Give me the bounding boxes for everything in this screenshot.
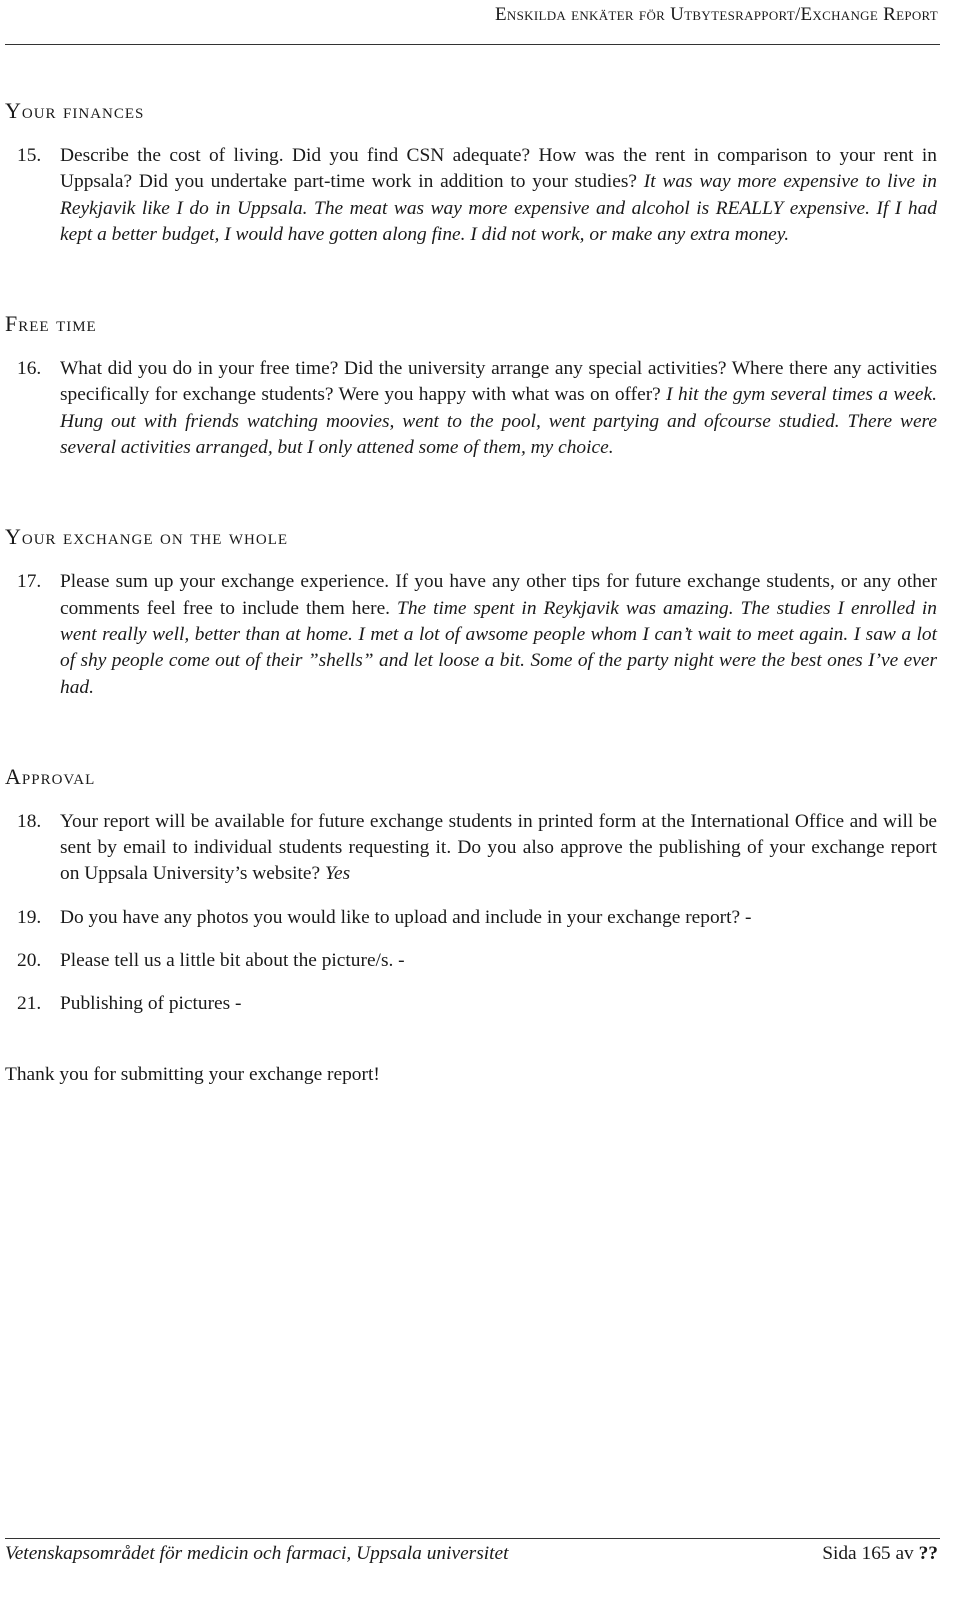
question-text: Please tell us a little bit about the picture/s. - [60, 950, 405, 972]
question-text: What did you do in your free time? Did the university arrange any special activities? Where there any activities specifically for exchange students? Were you happy with what was on offer? [60, 358, 937, 406]
answer-text: Yes [324, 863, 351, 885]
question-number: 15. [17, 145, 42, 166]
question-number: 20. [17, 950, 42, 972]
page-content [5, 95, 937, 1088]
question-17 [5, 569, 937, 700]
question-19 [5, 905, 937, 931]
question-number: 17. [17, 571, 42, 593]
section-title-finances: Your finances [5, 98, 145, 123]
question-text: Your report will be available for future exchange students in printed form at the International Office and will be sent by email to individual students requesting it. Do you also approve the publishing of your exchange report on Uppsala University’s website? [60, 810, 937, 885]
question-text: Describe the cost of living. Did you find CSN adequate? How was the rent in comparison to your rent in Uppsala? Did you undertake part-time work in addition to your studies? [60, 145, 937, 193]
section-approval [5, 761, 937, 1018]
running-header: Enskilda enkäter för Utbytesrapport/Exchange Report [495, 4, 938, 25]
section-title-free-time: Free time [5, 311, 97, 337]
question-18 [5, 809, 937, 888]
question-text: Please sum up your exchange experience. If you have any other tips for future exchange students, or any other comments feel free to include them here. [60, 571, 937, 619]
footer-rule [5, 1538, 940, 1539]
answer-text: The time spent in Reykjavik was amazing. The studies I enrolled in went really well, better than at home. I met a lot of awsome people whom I can’t wait to meet again. I saw a lot of shy people come out of their ”shells” and let loose a bit. Some of the party night were the best ones I’ve ever had. [60, 597, 937, 698]
page-number-prefix: Sida 165 av [822, 1543, 914, 1564]
question-20 [5, 948, 937, 974]
answer-text: It was way more expensive to live in Reykjavik like I do in Uppsala. The meat was way more expensive and alcohol is REALLY expensive. If I had kept a better budget, I would have gotten along fine. I did not work, or make any extra money. [60, 171, 937, 245]
header-rule [5, 44, 940, 45]
page-number [822, 1543, 938, 1565]
section-title-exchange-whole: Your exchange on the whole [5, 524, 289, 550]
page-total: ?? [918, 1543, 938, 1564]
footer-institution: Vetenskapsområdet för medicin och farmaci, Uppsala universitet [5, 1543, 509, 1564]
section-finances [5, 95, 937, 248]
answer-text: I hit the gym several times a week. Hung out with friends watching moovies, went to the pool, went partying and ofcourse studied. There were several activities arranged, but I only attened some of them, my choice. [60, 384, 937, 459]
question-text: Do you have any photos you would like to upload and include in your exchange report? - [60, 906, 752, 928]
question-text: Publishing of pictures - [60, 993, 242, 1015]
question-21 [5, 991, 937, 1017]
section-title-approval: Approval [5, 763, 96, 789]
question-number: 18. [17, 810, 42, 832]
question-16 [5, 356, 937, 461]
question-number: 16. [17, 358, 42, 380]
thank-you-text: Thank you for submitting your exchange report! [5, 1063, 380, 1085]
question-number: 19. [17, 906, 42, 928]
question-number: 21. [17, 993, 42, 1015]
section-free-time [5, 308, 937, 461]
question-15 [5, 143, 937, 248]
section-exchange-whole [5, 521, 937, 700]
